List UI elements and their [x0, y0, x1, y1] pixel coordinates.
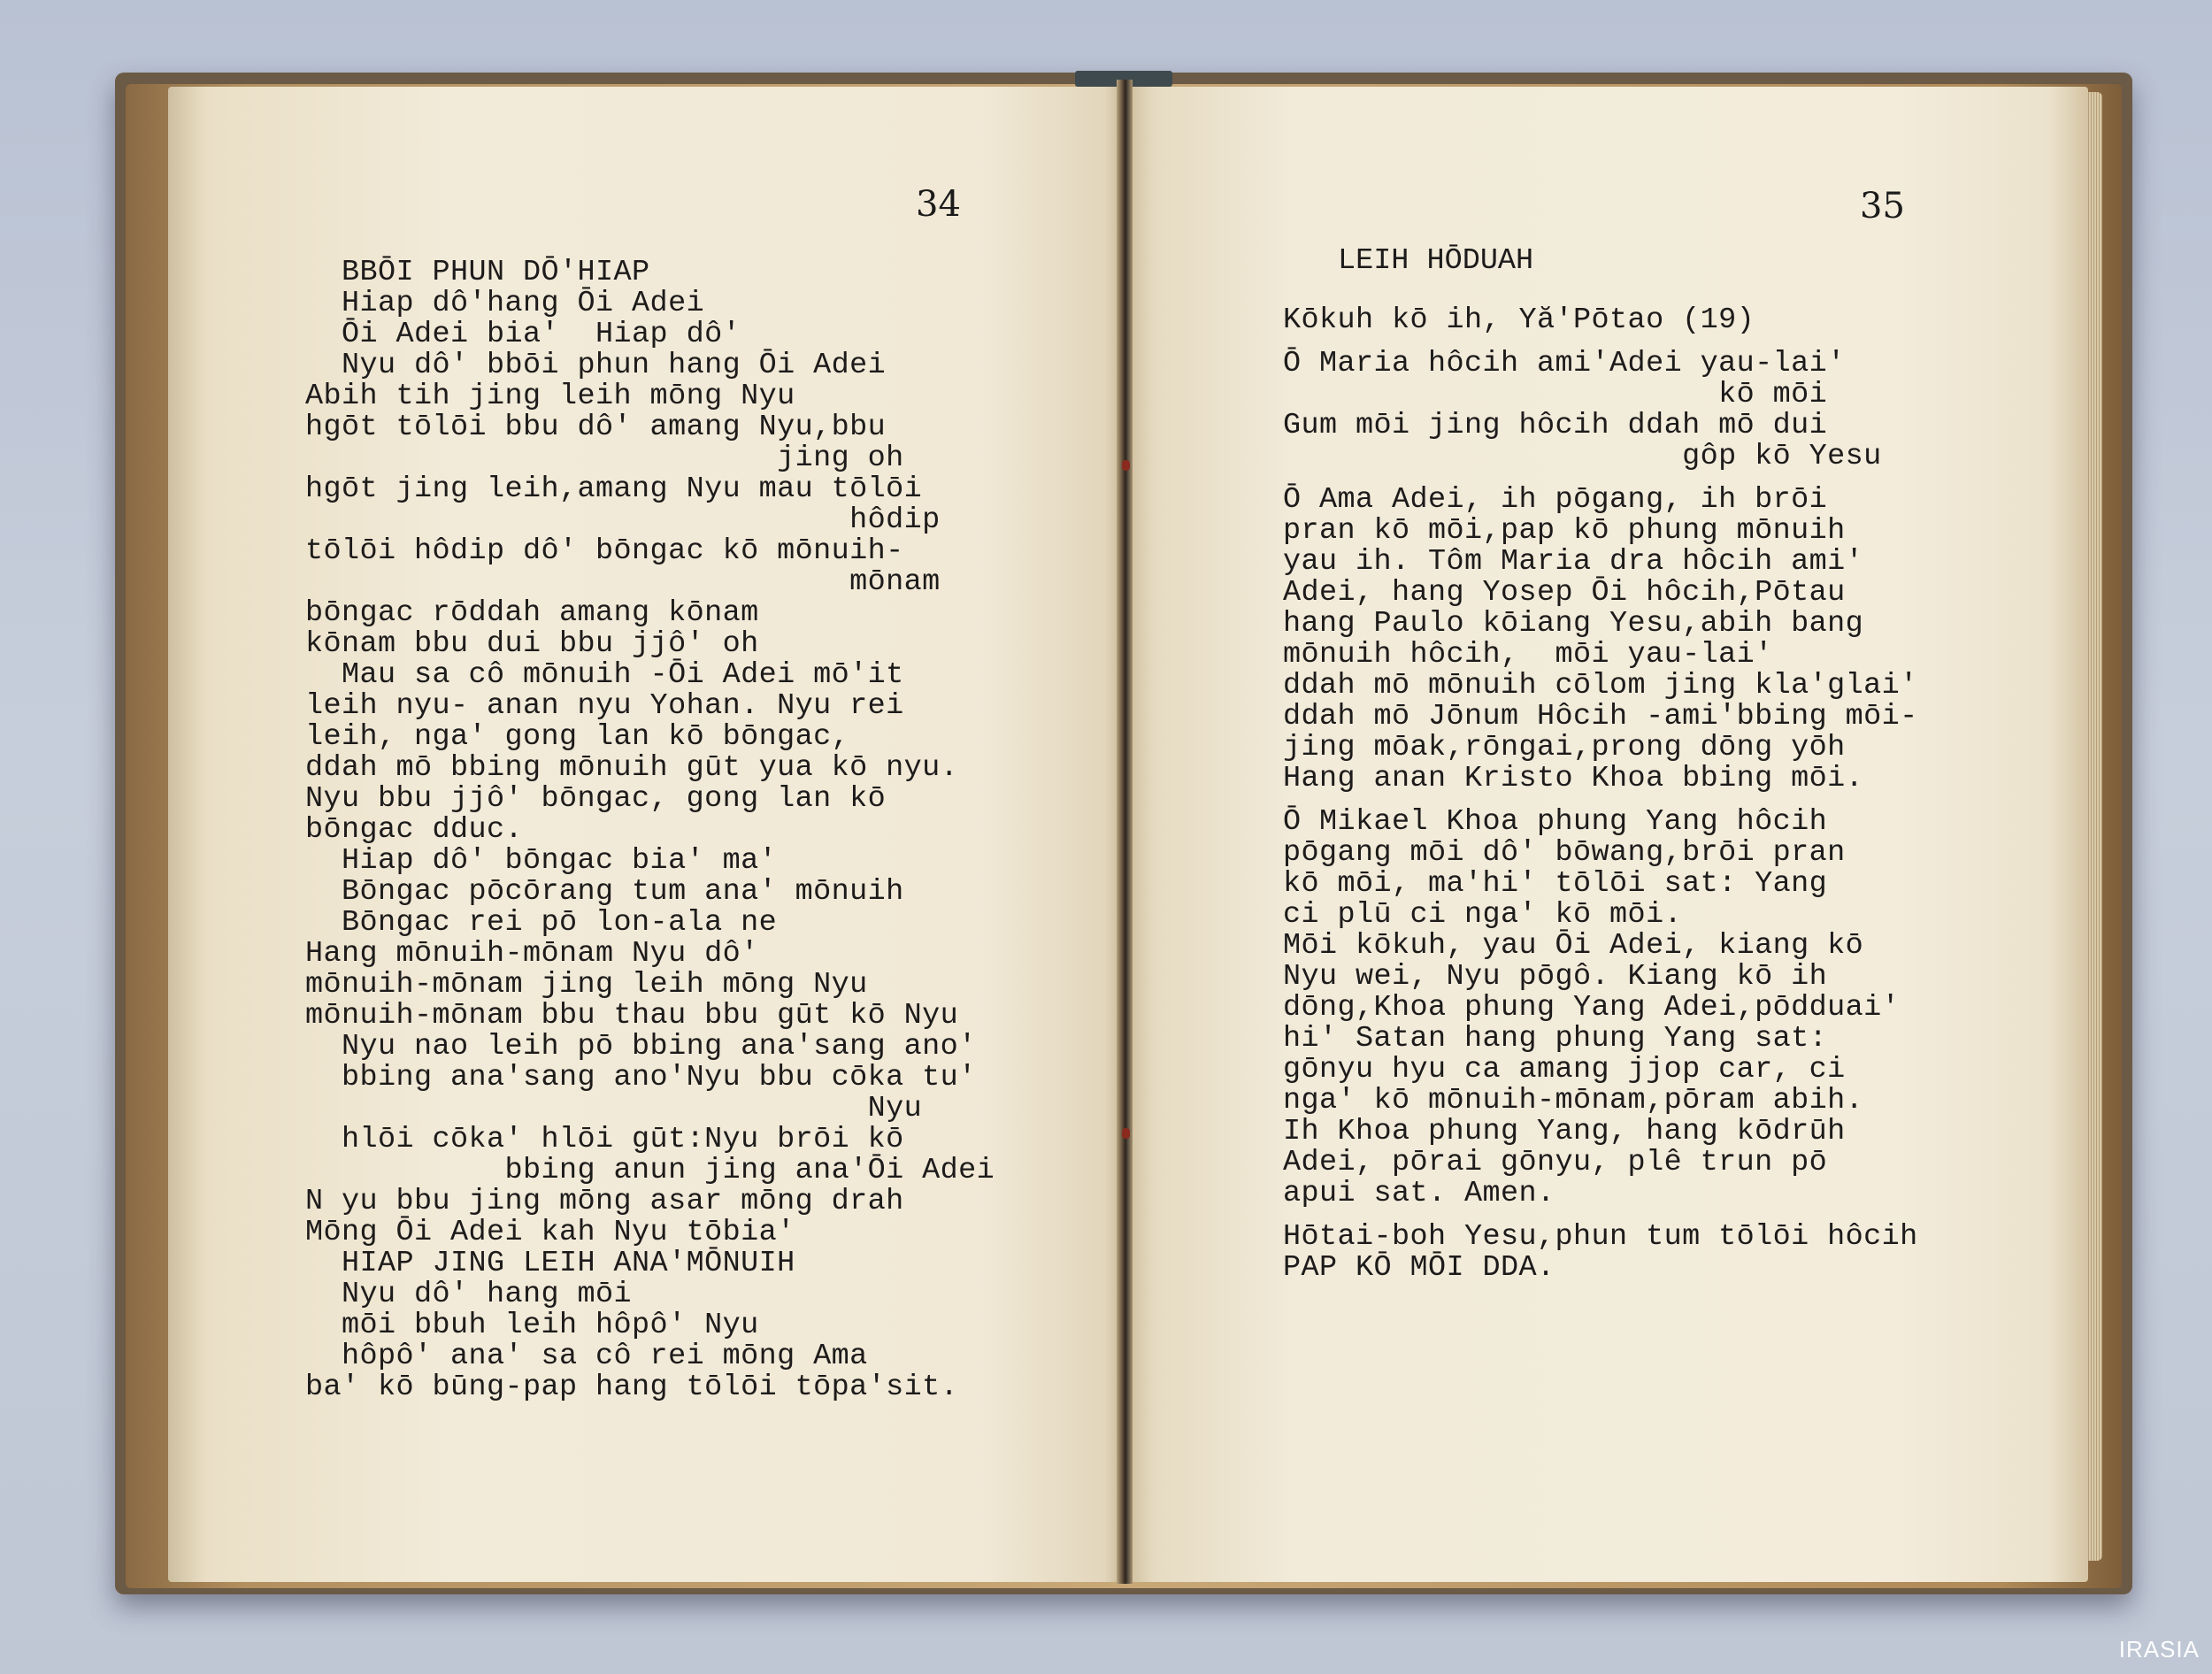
text-line: PAP KŌ MŌI DDA.: [1283, 1251, 1555, 1285]
text-line: Nyu wei, Nyu pōgô. Kiang kō ih: [1283, 960, 1828, 994]
left-page-number: 34: [916, 184, 961, 225]
text-line: Nyu nao leih pō bbing ana'sang ano': [305, 1030, 977, 1064]
text-line: Nyu: [305, 1092, 923, 1125]
text-line: ddah mō Jōnum Hôcih -ami'bbing mōi-: [1283, 700, 1918, 733]
text-line: ba' kō būng-pap hang tōlōi tōpa'sit.: [305, 1371, 959, 1404]
text-line: Gum mōi jing hôcih ddah mō dui: [1283, 409, 1828, 442]
left-page-text: [305, 257, 995, 1403]
text-line: mōnuih hôcih, mōi yau-lai': [1283, 638, 1773, 672]
text-line: hi' Satan hang phung Yang sat:: [1283, 1022, 1828, 1056]
text-line: Ō Mikael Khoa phung Yang hôcih: [1283, 805, 1828, 839]
text-line: kō mōi, ma'hi' tōlōi sat: Yang: [1283, 867, 1828, 901]
text-line: ci plū ci nga' kō mōi.: [1283, 898, 1683, 932]
text-line: mōnuih-mōnam bbu thau bbu gūt kō Nyu: [305, 999, 959, 1033]
text-line: Hang mōnuih-mōnam Nyu dô': [305, 937, 759, 971]
text-line: gōnyu hyu ca amang jjop car, ci: [1283, 1053, 1846, 1087]
text-line: Ō Ama Adei, ih pōgang, ih brōi: [1283, 483, 1828, 517]
text-line: Bōngac rei pō lon-ala ne: [305, 906, 778, 940]
text-line: Nyu dô' bbōi phun hang Ōi Adei: [305, 349, 887, 382]
text-line: mōnam: [305, 565, 941, 599]
text-line: Hiap dô' bōngac bia' ma': [305, 844, 778, 878]
text-line: bōngac dduc.: [305, 813, 524, 847]
text-line: jing mōak,rōngai,prong dōng yōh: [1283, 731, 1846, 764]
text-line: yau ih. Tôm Maria dra hôcih ami': [1283, 545, 1864, 579]
text-line: hlōi cōka' hlōi gūt:Nyu brōi kō: [305, 1123, 904, 1156]
text-line: ddah mō mōnuih cōlom jing kla'glai': [1283, 669, 1918, 703]
text-line: pōgang mōi dô' bōwang,brōi pran: [1283, 836, 1846, 870]
text-line: HIAP JING LEIH ANA'MŌNUIH: [305, 1247, 795, 1280]
text-line: tōlōi hôdip dô' bōngac kō mōnuih-: [305, 534, 904, 568]
text-line: N yu bbu jing mōng asar mōng drah: [305, 1185, 904, 1218]
text-line: nga' kō mōnuih-mōnam,pōram abih.: [1283, 1084, 1864, 1117]
right-page-text: [1283, 305, 1918, 1284]
binding-thread: [1122, 460, 1130, 471]
text-line: Adei, pōrai gōnyu, plê trun pō: [1283, 1146, 1828, 1179]
text-line: Mōi kōkuh, yau Ōi Adei, kiang kō: [1283, 929, 1864, 963]
text-line: hang Paulo kōiang Yesu,abih bang: [1283, 607, 1864, 641]
text-line: bbing anun jing ana'Ōi Adei: [305, 1154, 995, 1187]
text-line: Hang anan Kristo Khoa bbing mōi.: [1283, 762, 1864, 795]
text-line: jing oh: [305, 442, 904, 475]
text-line: Kōkuh kō ih, Yă'Pōtao (19): [1283, 303, 1755, 337]
text-line: Hōtai-boh Yesu,phun tum tōlōi hôcih: [1283, 1220, 1918, 1254]
text-line: mōnuih-mōnam jing leih mōng Nyu: [305, 968, 868, 1002]
text-line: Hiap dô'hang Ōi Adei: [305, 287, 705, 320]
text-line: Mōng Ōi Adei kah Nyu tōbia': [305, 1216, 795, 1249]
right-page-heading: LEIH HŌDUAH: [1338, 244, 1534, 278]
text-line: apui sat. Amen.: [1283, 1177, 1555, 1210]
text-line: Abih tih jing leih mōng Nyu: [305, 380, 795, 413]
text-line: Nyu dô' hang mōi: [305, 1278, 633, 1311]
text-line: Nyu bbu jjô' bōngac, gong lan kō: [305, 782, 887, 816]
watermark: IRASIA: [2118, 1636, 2200, 1662]
text-line: leih, nga' gong lan kō bōngac,: [305, 720, 850, 754]
text-line: bbing ana'sang ano'Nyu bbu cōka tu': [305, 1061, 977, 1094]
text-line: hgōt jing leih,amang Nyu mau tōlōi: [305, 472, 923, 506]
text-line: leih nyu- anan nyu Yohan. Nyu rei: [305, 689, 904, 723]
text-line: bōngac rōddah amang kōnam: [305, 596, 759, 630]
text-line: gôp kō Yesu: [1283, 440, 1882, 473]
text-line: hôpô' ana' sa cô rei mōng Ama: [305, 1340, 868, 1373]
text-line: hôdip: [305, 503, 941, 537]
text-line: Ō Maria hôcih ami'Adei yau-lai': [1283, 347, 1846, 380]
text-line: Bōngac pōcōrang tum ana' mōnuih: [305, 875, 904, 909]
book-spine: [1117, 80, 1133, 1584]
text-line: ddah mō bbing mōnuih gūt yua kō nyu.: [305, 751, 959, 785]
binding-thread: [1122, 1128, 1130, 1139]
left-page: [168, 87, 1124, 1582]
text-line: BBŌI PHUN DŌ'HIAP: [305, 256, 650, 289]
right-page: [1125, 87, 2088, 1582]
text-line: kōnam bbu dui bbu jjô' oh: [305, 627, 759, 661]
text-line: Ih Khoa phung Yang, hang kōdrūh: [1283, 1115, 1846, 1148]
text-line: Ōi Adei bia' Hiap dô': [305, 318, 741, 351]
right-page-number: 35: [1860, 186, 1905, 227]
text-line: Mau sa cô mōnuih -Ōi Adei mō'it: [305, 658, 904, 692]
text-line: kō mōi: [1283, 378, 1828, 411]
text-line: pran kō mōi,pap kō phung mōnuih: [1283, 514, 1846, 548]
text-line: hgōt tōlōi bbu dô' amang Nyu,bbu: [305, 411, 887, 444]
text-line: dōng,Khoa phung Yang Adei,pōdduai': [1283, 991, 1901, 1025]
text-line: mōi bbuh leih hôpô' Nyu: [305, 1309, 759, 1342]
text-line: Adei, hang Yosep Ōi hôcih,Pōtau: [1283, 576, 1846, 610]
